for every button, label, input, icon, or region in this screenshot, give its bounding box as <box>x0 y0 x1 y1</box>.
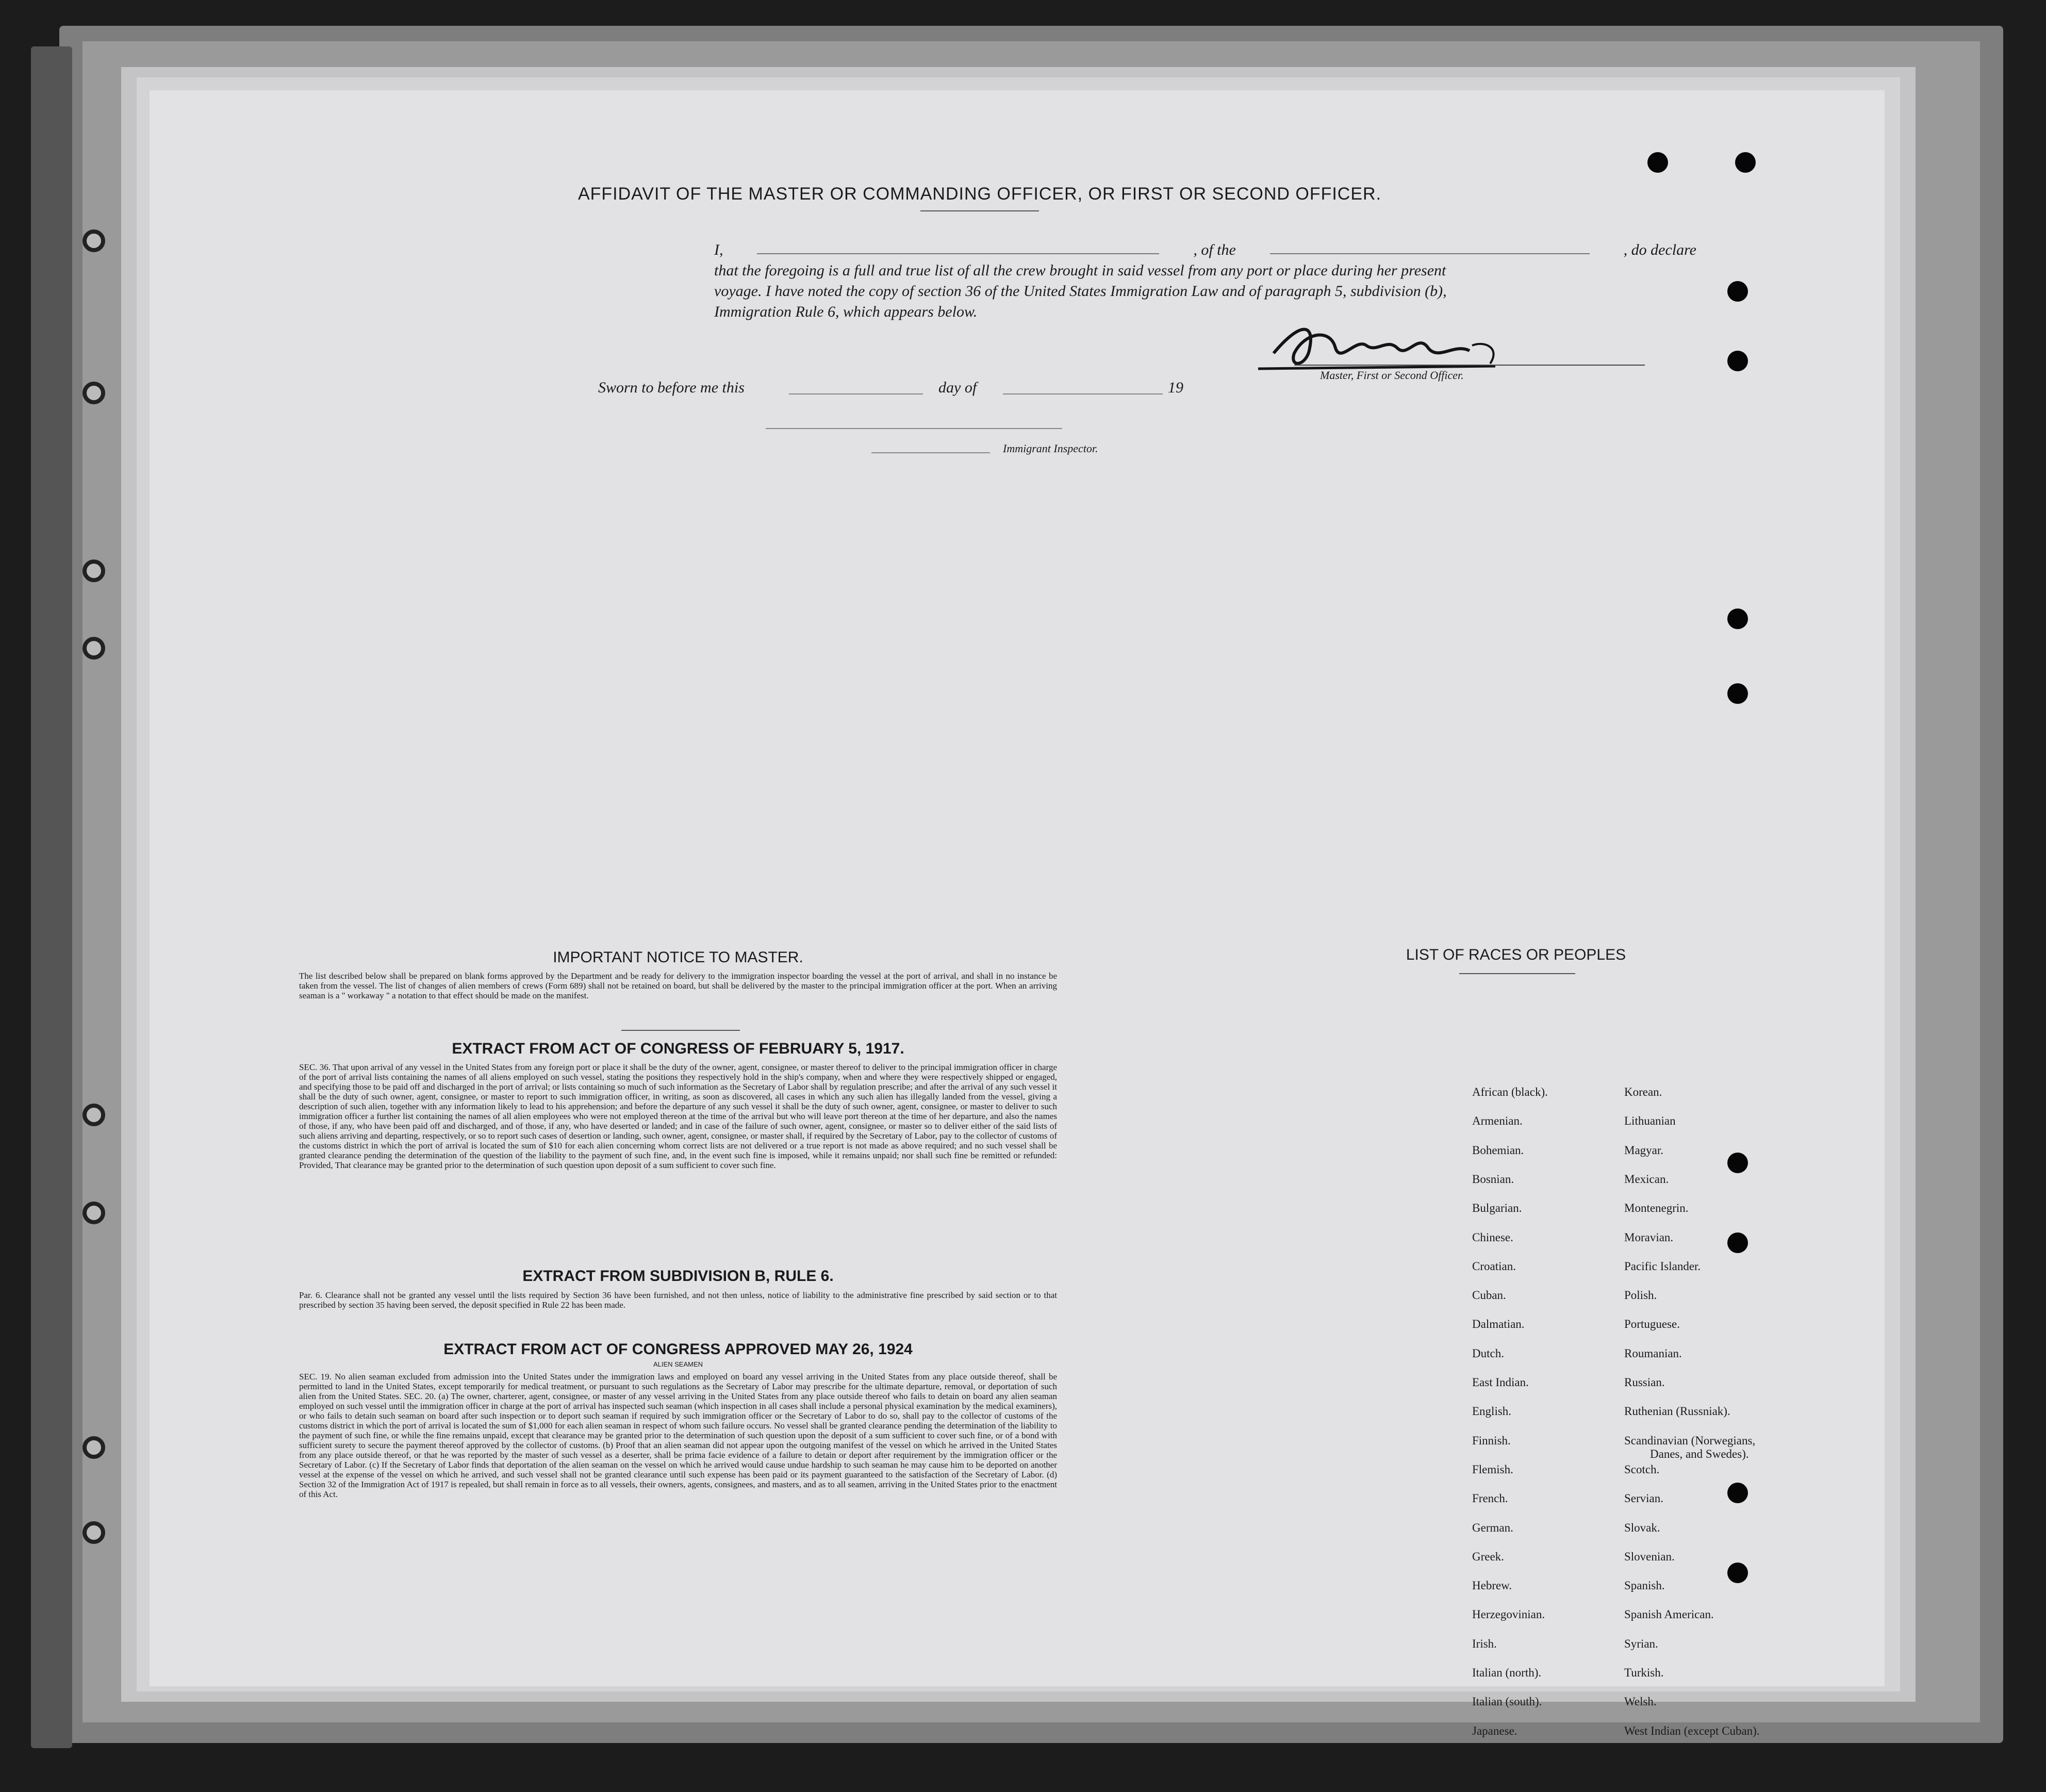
race-item-right: Roumanian. <box>1624 1346 1682 1360</box>
binder-ring <box>82 382 105 404</box>
notice-rule <box>621 1030 740 1031</box>
race-item-right: Portuguese. <box>1624 1318 1680 1331</box>
extract-rule6-title: EXTRACT FROM SUBDIVISION B, RULE 6. <box>522 1268 834 1285</box>
declaration-line-2: that the foregoing is a full and true list of all the crew brought in said vessel from any port or place during her present <box>714 262 1446 279</box>
inspector-line-1 <box>766 428 1062 429</box>
sworn-month-blank <box>1003 393 1163 394</box>
extract-1917-body: SEC. 36. That upon arrival of any vessel in the United States from any foreign port or place it shall be the duty of the owner, agent, consignee, or master thereof to deliver to the principal immigration officer in charge of the port of arrival lists containing the names of all aliens employed on such vessel, stating the positions they respectively hold in the ship's company, when and where they were respectively shipped or engaged, and specifying those to be paid off and discharged in the port of arrival; or lists containing so much of such information as the Secretary of Labor shall by regulation prescribe; and after the arrival of any such vessel it shall be the duty of such owner, agent, consignee, or master to report to such immigration officer, in writing, as soon as discovered, all cases in which any such alien has illegally landed from the vessel, giving a description of such alien, together with any information likely to lead to his apprehension; and before the departure of any such vessel it shall be the duty of such owner, agent, consignee, or master to deliver to such immigration officer a further list containing the names of all alien employees who were not employed thereon at the time of the arrival but who will leave port thereon at the time of her departure, and also the names of those, if any, who have been paid off and discharged, and of those, if any, who have deserted or landed; and in case of the failure of such owner, agent, consignee, or master so to deliver either of the said lists of such aliens arriving and departing, respectively, or so to report such cases of desertion or landing, such owner, agent, consignee, or master shall, if required by the Secretary of Labor, pay to the collector of customs of the customs district in which the port of arrival is located the sum of $10 for each alien concerning whom correct lists are not delivered or a true report is not made as above required; and no such vessel shall be granted clearance pending the determination of the question of the liability to the payment of such fine, and, in the event such fine is imposed, while it remains unpaid; nor shall such fine be remitted or refunded: Provided, That clearance may be granted prior to the determination of such question upon deposit of a sum sufficient to cover such fine. <box>299 1062 1057 1170</box>
notice-title: IMPORTANT NOTICE TO MASTER. <box>553 949 803 966</box>
race-item-right: Slovenian. <box>1624 1550 1675 1563</box>
race-item-right: Korean. <box>1624 1086 1662 1098</box>
race-item-left: German. <box>1472 1521 1513 1534</box>
binder-ring <box>82 1436 105 1459</box>
punch-hole <box>1727 281 1748 302</box>
race-item-left: Croatian. <box>1472 1259 1516 1273</box>
race-item-left: East Indian. <box>1472 1376 1529 1389</box>
race-item-right: Polish. <box>1624 1289 1657 1302</box>
race-item-right: Russian. <box>1624 1376 1665 1389</box>
race-item-right: Scandinavian (Norwegians, <box>1624 1434 1756 1447</box>
punch-hole <box>1727 1563 1748 1583</box>
extract-1924-subtitle: ALIEN SEAMEN <box>653 1360 703 1368</box>
race-item-left: Flemish. <box>1472 1462 1513 1476</box>
punch-hole <box>1727 1483 1748 1503</box>
race-item-right: Montenegrin. <box>1624 1202 1689 1215</box>
punch-hole <box>1727 683 1748 704</box>
race-item-right: Servian. <box>1624 1492 1664 1505</box>
declaration-line-1 <box>714 240 1696 260</box>
declaration-i: I, <box>714 241 723 258</box>
punch-hole <box>1727 1153 1748 1173</box>
binder-ring <box>82 229 105 252</box>
race-item-left: Italian (south). <box>1472 1695 1542 1708</box>
declaration-line-4: Immigration Rule 6, which appears below. <box>714 303 978 320</box>
race-item-right: West Indian (except Cuban). <box>1624 1724 1760 1737</box>
race-item-left: Armenian. <box>1472 1114 1523 1128</box>
inspector-line-2 <box>871 452 990 453</box>
race-item-left: French. <box>1472 1492 1508 1505</box>
races-rule <box>1459 973 1575 974</box>
race-item-right: Lithuanian <box>1624 1114 1676 1128</box>
signature-line <box>1294 365 1645 366</box>
race-item-left: Bosnian. <box>1472 1172 1514 1186</box>
rank-blank <box>1270 240 1590 254</box>
race-item-left: Chinese. <box>1472 1230 1513 1244</box>
race-item-right: Syrian. <box>1624 1637 1658 1650</box>
extract-1917-title: EXTRACT FROM ACT OF CONGRESS OF FEBRUARY 5, 1917. <box>452 1040 904 1057</box>
race-item-left: African (black). <box>1472 1086 1548 1098</box>
notice-body: The list described below shall be prepared on blank forms approved by the Department and be ready for delivery to the immigration inspector boarding the vessel at the port of arrival, and shall in no instance be taken from the vessel. The list of changes of alien members of crews (Form 689) shall not be retained on board, but shall be delivered by the master to the principal immigration officer at the port. When an arriving seaman is a " workaway " a notation to that effect should be made on the manifest. <box>299 971 1057 1000</box>
declaration-line-3: voyage. I have noted the copy of section 36 of the United States Immigration Law and of paragraph 5, subdivision (b), <box>714 283 1447 300</box>
punch-hole <box>1735 152 1756 173</box>
race-item-right: Mexican. <box>1624 1172 1669 1186</box>
race-item-right: Slovak. <box>1624 1521 1660 1534</box>
race-item-left: Italian (north). <box>1472 1666 1542 1679</box>
extract-rule6-body: Par. 6. Clearance shall not be granted any vessel until the lists required by Section 36 have been furnished, and not then unless, notice of liability to the administrative fine prescribed by said section or to that prescribed by section 35 having been served, the deposit specified in Rule 22 has been made. <box>299 1290 1057 1310</box>
race-item-left: Cuban. <box>1472 1289 1506 1302</box>
race-item-left: Herzegovinian. <box>1472 1608 1545 1621</box>
race-item-right: Spanish American. <box>1624 1608 1714 1621</box>
declaration-do-declare: , do declare <box>1623 241 1696 258</box>
extract-1924-title: EXTRACT FROM ACT OF CONGRESS APPROVED MAY 26, 1924 <box>443 1341 913 1358</box>
punch-hole <box>1727 351 1748 371</box>
punch-hole <box>1647 152 1668 173</box>
race-item-left: Dalmatian. <box>1472 1318 1525 1331</box>
affidavit-title: AFFIDAVIT OF THE MASTER OR COMMANDING OFFICER, OR FIRST OR SECOND OFFICER. <box>578 184 1382 204</box>
sworn-prefix: Sworn to before me this <box>598 379 745 396</box>
races-title: LIST OF RACES OR PEOPLES <box>1406 946 1626 963</box>
race-item-continuation: Danes, and Swedes). <box>1650 1447 1749 1460</box>
sworn-day-label: day of <box>938 379 977 396</box>
binder-ring <box>82 637 105 660</box>
declaration-of-the: , of the <box>1193 241 1236 258</box>
binder-ring <box>82 1521 105 1544</box>
race-item-right: Magyar. <box>1624 1143 1664 1157</box>
race-item-right: Scotch. <box>1624 1462 1660 1476</box>
race-item-right: Welsh. <box>1624 1695 1657 1708</box>
race-item-right: Turkish. <box>1624 1666 1664 1679</box>
race-item-left: Bulgarian. <box>1472 1202 1522 1215</box>
race-item-left: Japanese. <box>1472 1724 1517 1737</box>
race-item-left: Dutch. <box>1472 1346 1504 1360</box>
binder-ring <box>82 560 105 582</box>
punch-hole <box>1727 1232 1748 1253</box>
punch-hole <box>1727 609 1748 629</box>
binder-ring <box>82 1202 105 1224</box>
race-item-left: Bohemian. <box>1472 1143 1524 1157</box>
race-item-left: Greek. <box>1472 1550 1504 1563</box>
race-item-left: Hebrew. <box>1472 1579 1512 1592</box>
binder-spine <box>31 46 72 1748</box>
race-item-right: Spanish. <box>1624 1579 1665 1592</box>
sworn-day-blank <box>789 393 923 394</box>
manifest-sheet <box>150 90 1885 1737</box>
declaration-text <box>714 240 1696 322</box>
binder-ring <box>82 1104 105 1126</box>
race-item-left: Irish. <box>1472 1637 1497 1650</box>
race-item-right: Ruthenian (Russniak). <box>1624 1405 1730 1418</box>
name-blank <box>757 240 1159 254</box>
signature-label: Master, First or Second Officer. <box>1320 369 1464 382</box>
inspector-label: Immigrant Inspector. <box>1003 442 1098 455</box>
sworn-year-label: 19 <box>1168 379 1183 396</box>
race-item-right: Moravian. <box>1624 1230 1674 1244</box>
title-rule <box>920 210 1039 211</box>
race-item-left: Finnish. <box>1472 1434 1511 1447</box>
race-item-left: English. <box>1472 1405 1512 1418</box>
extract-1924-body: SEC. 19. No alien seaman excluded from admission into the United States under the immigration laws and employed on board any vessel arriving in the United States from any place outside thereof, shall be permitted to land in the United States, except temporarily for medical treatment, or pursuant to such regulations as the Secretary of Labor may prescribe for the ultimate departure, removal, or deportation of such alien from the United States. SEC. 20. (a) The owner, charterer, agent, consignee, or master of any vessel arriving in the United States from any place outside thereof who fails to detain on board any alien seaman employed on such vessel until the immigration officer in charge at the port of arrival has inspected such seaman (which inspection in all cases shall include a personal physical examination by the medical examiners), or who fails to detain such seaman on board after such inspection or to deport such seaman if required by such immigration officer or the Secretary of Labor to do so, shall pay to the collector of customs of the customs district in which the port of arrival is located the sum of $1,000 for each alien seaman in respect of whom such failure occurs. No vessel shall be granted clearance pending the determination of the liability to the payment of such fine, or while the fine remains unpaid, except that clearance may be granted prior to the determination of such question upon the deposit of a sum sufficient to cover such fine, or of a bond with sufficient surety to secure the payment thereof approved by the collector of customs. (b) Proof that an alien seaman did not appear upon the outgoing manifest of the vessel on which he arrived in the United States from any place outside thereof, or that he was reported by the master of such vessel as a deserter, shall be prima facie evidence of a failure to detain or deport after requirement by the immigration officer or the Secretary of Labor. (c) If the Secretary of Labor finds that deportation of the alien seaman on the vessel on which he arrived would cause undue hardship to such seaman he may cause him to be deported on another vessel at the expense of the vessel on which he arrived, and such vessel shall not be granted clearance until such expense has been paid or its payment guaranteed to the satisfaction of the Secretary of Labor. (d) Section 32 of the Immigration Act of 1917 is repealed, but shall remain in force as to all vessels, their owners, agents, consignees, and masters, and as to all seamen, arriving in the United States prior to the enactment of this Act. <box>299 1372 1057 1499</box>
race-item-right: Pacific Islander. <box>1624 1259 1701 1273</box>
